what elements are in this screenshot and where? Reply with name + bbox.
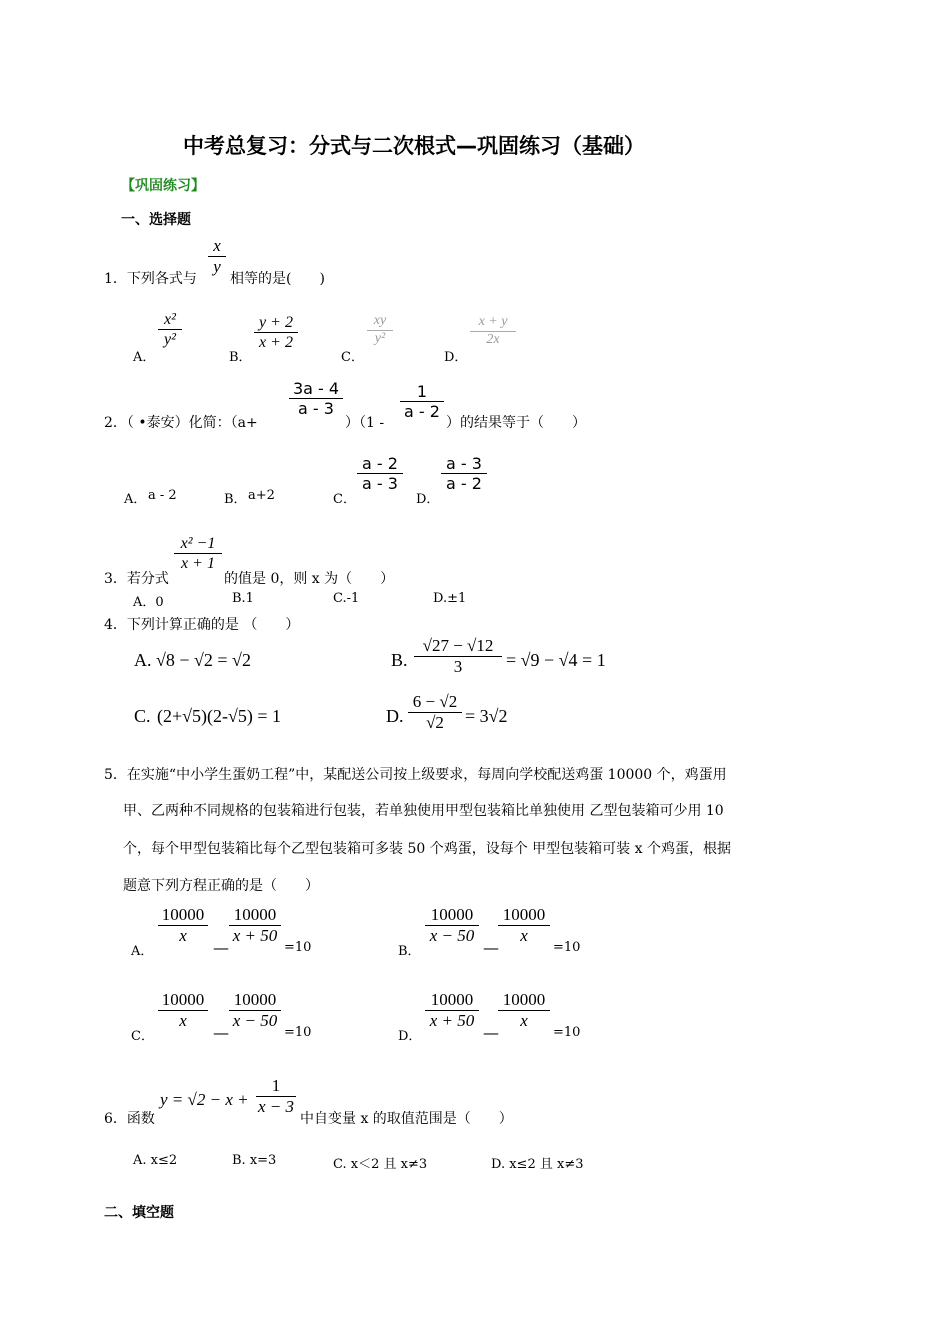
q5-option-c-minus: — xyxy=(213,1023,229,1042)
q2-option-a-text: a - 2 xyxy=(148,488,177,503)
q5-option-b-eq: =10 xyxy=(553,940,581,955)
q1-option-d-label: D． xyxy=(444,350,468,365)
q4-option-c-expr: (2+√5)(2-√5) = 1 xyxy=(157,706,282,726)
q5-option-a-minus: — xyxy=(213,938,229,957)
q5-option-c-frac-1: 10000 x xyxy=(158,990,208,1032)
q4-option-d-rest: = 3√2 xyxy=(465,706,508,726)
section-choice-heading: 一、选择题 xyxy=(121,212,191,228)
q5-line-1: 5．在实施“中小学生蛋奶工程”中，某配送公司按上级要求，每周向学校配送鸡蛋 10000 个，鸡蛋用 xyxy=(104,767,727,783)
q5-option-d-minus: — xyxy=(483,1023,499,1042)
q1-option-a-fraction: x² y² xyxy=(158,310,182,349)
q5-option-b-label: B． xyxy=(398,944,421,959)
q5-line-3: 个，每个甲型包装箱比每个乙型包装箱可多装 50 个鸡蛋，设每个 甲型包装箱可装 x 个鸡蛋，根据 xyxy=(123,841,731,857)
q6-option-a: A. x≤2 xyxy=(133,1153,178,1168)
q4-option-b-fraction: √27 − √12 3 xyxy=(414,636,502,678)
q2-stem-pre: 2．（ •泰安）化简：（a+ xyxy=(104,415,258,431)
q6-option-b: B. x=3 xyxy=(232,1153,277,1168)
q6-option-c: C. x＜2 且 x≠3 xyxy=(333,1157,428,1172)
q1-stem-fraction: x y xyxy=(208,236,226,278)
q2-option-c-label: C． xyxy=(333,492,356,507)
q3-stem-pre: 3．若分式 xyxy=(104,571,169,587)
q1-option-c-label: C． xyxy=(341,350,364,365)
q5-option-a-label: A． xyxy=(131,944,154,959)
q5-line-2: 甲、乙两种不同规格的包装箱进行包装，若单独使用甲型包装箱比单独使用 乙型包装箱可少用 10 xyxy=(123,803,724,819)
q1-option-d-fraction: x + y 2x xyxy=(470,314,516,349)
page-title: 中考总复习：分式与二次根式—巩固练习（基础） xyxy=(183,134,645,158)
q2-option-b-label: B． xyxy=(224,492,247,507)
q4-option-d-fraction: 6 − √2 √2 xyxy=(408,692,462,734)
section-fill-heading: 二、填空题 xyxy=(104,1205,174,1221)
q5-option-d-frac-2: 10000 x xyxy=(498,990,550,1032)
q6-option-d: D. x≤2 且 x≠3 xyxy=(491,1157,584,1172)
q6-formula-left: y = √2 − x + xyxy=(160,1090,249,1109)
q3-option-a: A．0 xyxy=(133,595,164,610)
q2-option-a-label: A． xyxy=(124,492,147,507)
q5-option-a-frac-1: 10000 x xyxy=(158,905,208,947)
q2-fraction-2: 1 a - 2 xyxy=(400,382,444,421)
q6-stem-pre: 6．函数 xyxy=(104,1111,155,1127)
q4-option-d-label: D. xyxy=(386,706,404,726)
q1-stem-post: 相等的是( ) xyxy=(230,271,325,287)
q5-option-d-eq: =10 xyxy=(553,1025,581,1040)
q3-fraction: x² −1 x + 1 xyxy=(174,534,222,573)
q4-option-a-label: A. xyxy=(134,650,152,670)
q1-option-a-label: A． xyxy=(133,350,156,365)
q5-option-b-minus: — xyxy=(483,938,499,957)
q2-option-c-fraction: a - 2 a - 3 xyxy=(357,454,403,493)
q2-option-b-text: a+2 xyxy=(248,488,275,503)
q3-option-d: D.±1 xyxy=(433,591,467,606)
q1-option-b-label: B． xyxy=(229,350,252,365)
practice-tag: 【巩固练习】 xyxy=(121,178,205,194)
q6-stem-post: 中自变量 x 的取值范围是（ ） xyxy=(300,1111,513,1127)
q2-option-d-label: D． xyxy=(416,492,440,507)
q3-option-c: C.-1 xyxy=(333,591,360,606)
q5-line-4: 题意下列方程正确的是（ ） xyxy=(123,878,319,894)
q2-stem-post: ）的结果等于（ ） xyxy=(446,415,586,431)
q5-option-c-label: C． xyxy=(131,1029,154,1044)
q5-option-a-frac-2: 10000 x + 50 xyxy=(229,905,281,947)
q4-stem: 4．下列计算正确的是 （ ） xyxy=(104,617,300,633)
q2-option-d-fraction: a - 3 a - 2 xyxy=(441,454,487,493)
q5-option-b-frac-1: 10000 x − 50 xyxy=(425,905,479,947)
q4-option-c-label: C. xyxy=(134,706,151,726)
q5-option-a-eq: =10 xyxy=(284,940,312,955)
q4-option-a-expr: √8 − √2 = √2 xyxy=(156,650,251,670)
q4-option-b-label: B. xyxy=(391,650,408,670)
q1-stem-pre: 1．下列各式与 xyxy=(104,271,197,287)
q1-option-b-fraction: y + 2 x + 2 xyxy=(254,313,298,352)
q3-stem-post: 的值是 0，则 x 为（ ） xyxy=(224,571,395,587)
q4-option-b-rest: = √9 − √4 = 1 xyxy=(506,650,606,670)
q2-stem-mid: ）（1 - xyxy=(345,415,385,431)
q5-option-d-frac-1: 10000 x + 50 xyxy=(425,990,479,1032)
q5-option-c-frac-2: 10000 x − 50 xyxy=(229,990,281,1032)
q2-fraction-1: 3a - 4 a - 3 xyxy=(289,379,343,418)
q5-option-c-eq: =10 xyxy=(284,1025,312,1040)
q1-option-c-fraction: xy y² xyxy=(367,313,393,348)
q6-fraction: 1 x − 3 xyxy=(257,1076,295,1117)
q3-option-b: B.1 xyxy=(232,591,254,606)
q5-option-d-label: D． xyxy=(398,1029,422,1044)
q5-option-b-frac-2: 10000 x xyxy=(498,905,550,947)
